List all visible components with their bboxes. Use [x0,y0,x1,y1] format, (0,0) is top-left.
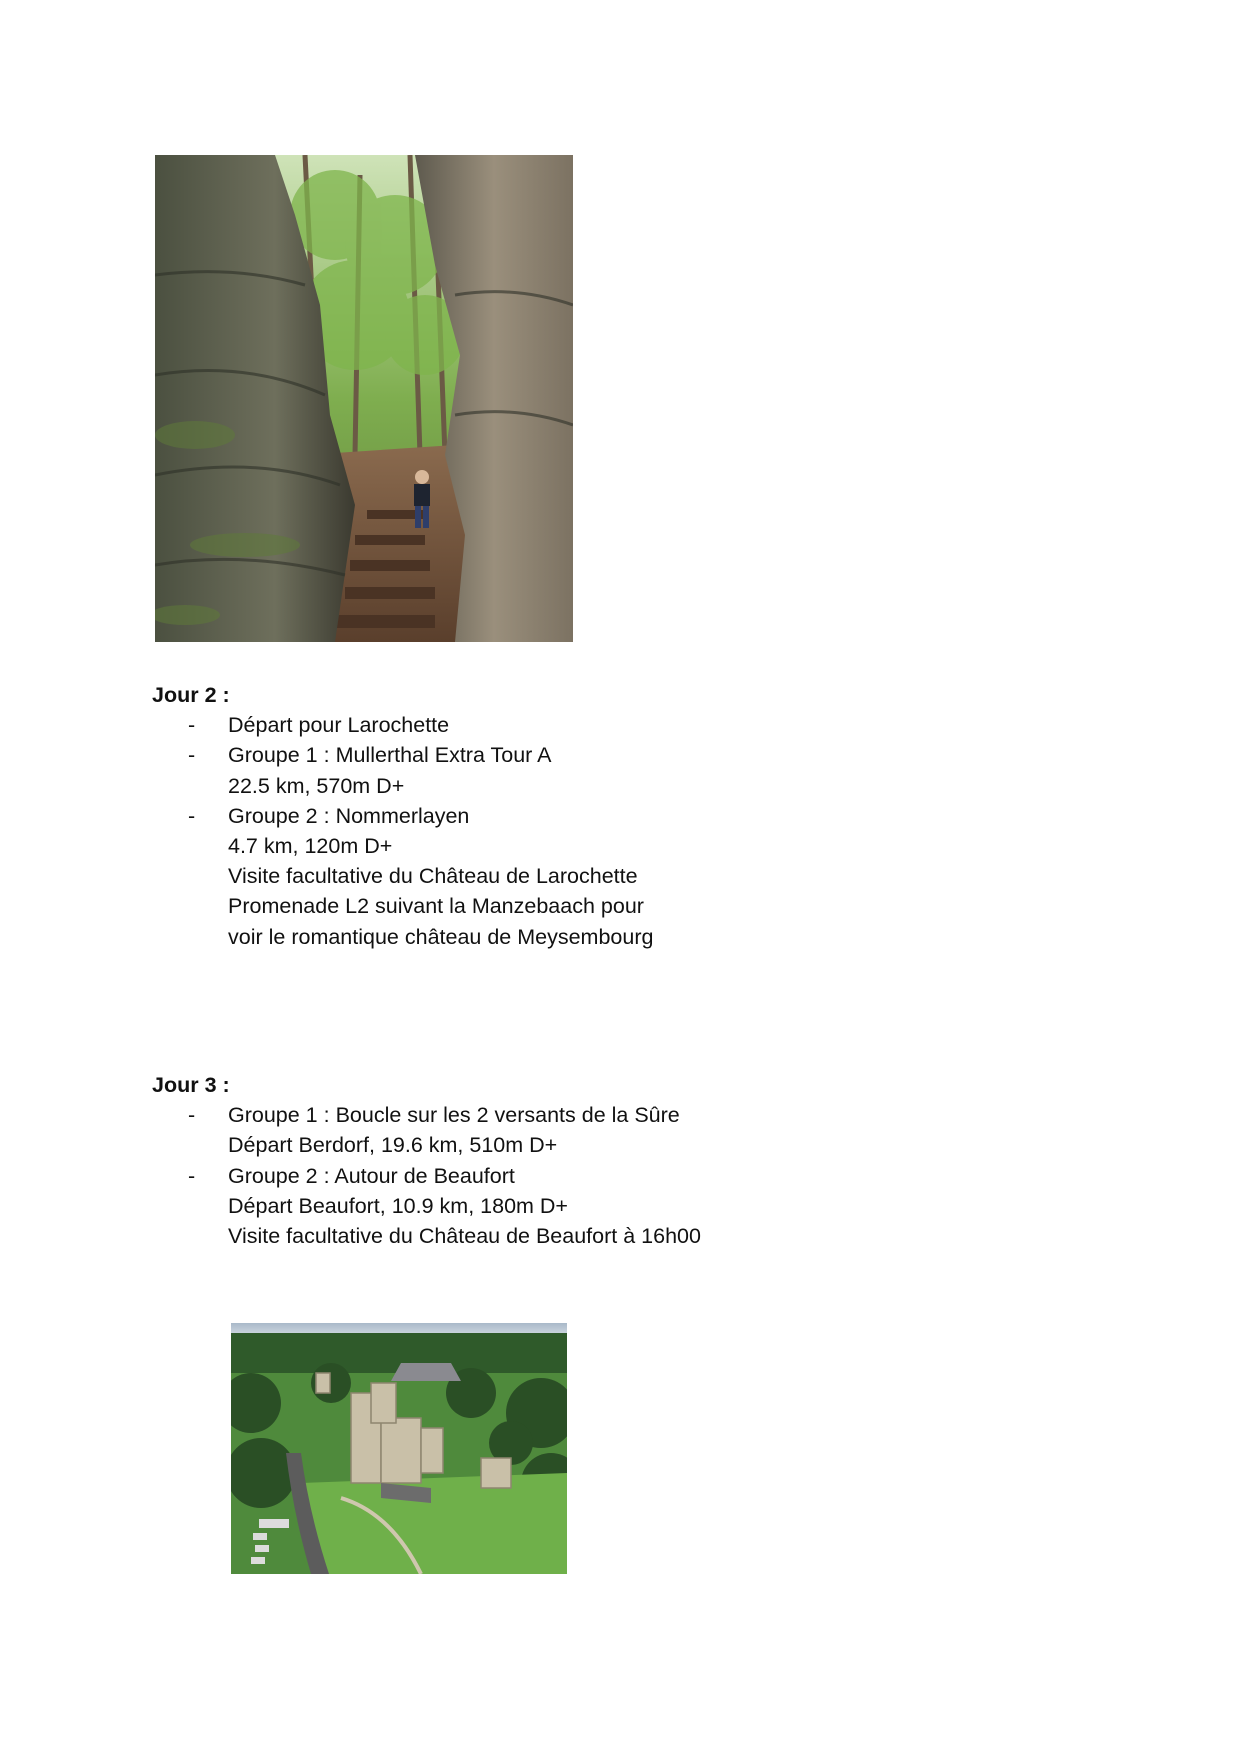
list-item-line: Visite facultative du Château de Beaufort à 16h00 [228,1224,701,1249]
day-2-section [152,680,852,952]
hiker-rock-gorge-photo [155,155,573,642]
list-item [152,710,852,740]
list-item [152,1100,852,1160]
list-item-line: Départ pour Larochette [228,713,450,738]
day-2-title: Jour 2 : [152,683,230,707]
list-item [152,801,852,952]
list-item-line: Visite facultative du Château de Larochette [228,864,638,889]
list-item-line: voir le romantique château de Meysembourg [228,924,654,949]
day-3-list [152,1100,852,1251]
day-3-section [152,1070,852,1251]
list-item-line: Promenade L2 suivant la Manzebaach pour [228,894,644,919]
list-item-line: Groupe 1 : Mullerthal Extra Tour A [228,743,552,768]
list-item-line: 22.5 km, 570m D+ [228,773,405,798]
bullet-dash: - [188,1103,196,1128]
bullet-dash: - [188,1163,196,1188]
bullet-dash: - [188,713,196,738]
list-item-line: Groupe 1 : Boucle sur les 2 versants de la Sûre [228,1103,680,1128]
list-item [152,1161,852,1252]
day-2-list [152,710,852,952]
day-3-title: Jour 3 : [152,1073,230,1097]
aerial-castle-photo [231,1323,567,1574]
list-item [152,740,852,800]
bullet-dash: - [188,803,196,828]
bullet-dash: - [188,743,196,768]
list-item-line: Départ Beaufort, 10.9 km, 180m D+ [228,1193,568,1218]
list-item-line: Départ Berdorf, 19.6 km, 510m D+ [228,1133,558,1158]
list-item-line: Groupe 2 : Nommerlayen [228,803,470,828]
list-item-line: Groupe 2 : Autour de Beaufort [228,1163,515,1188]
list-item-line: 4.7 km, 120m D+ [228,834,393,859]
